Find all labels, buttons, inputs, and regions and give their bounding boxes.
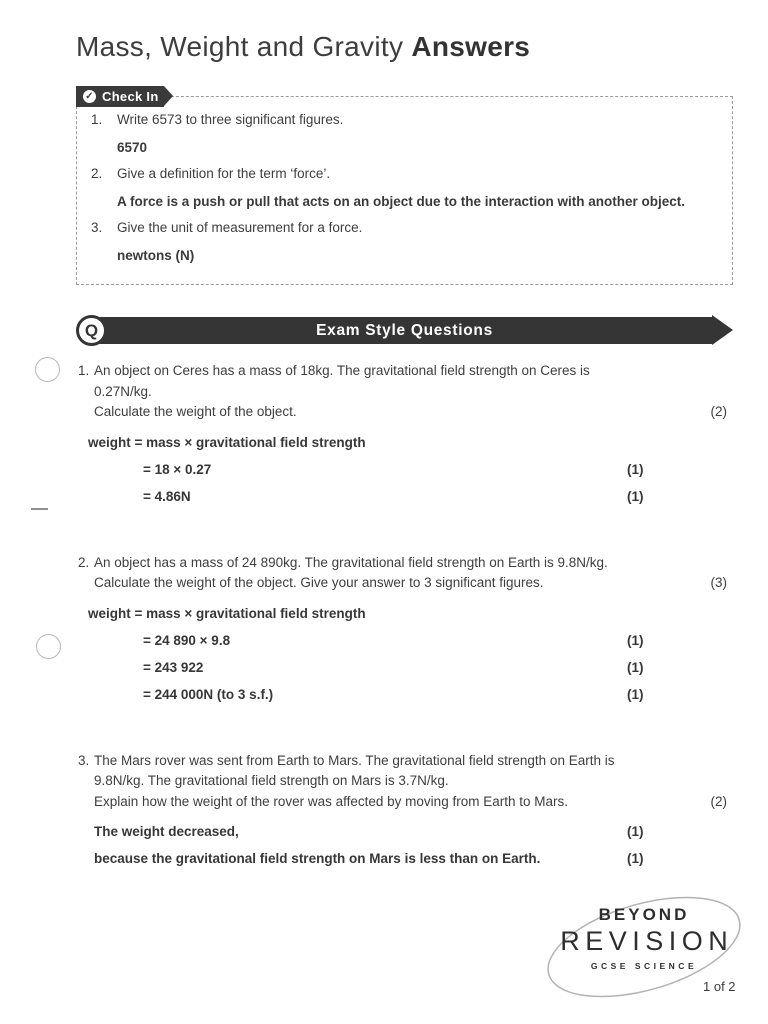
page-title [76,0,733,63]
logo-beyond-label: BEYOND [598,905,690,924]
marks-available: (2) [710,793,727,809]
answer-text: weight = mass × gravitational field strength [88,605,366,621]
answer-line [76,681,733,708]
answer-line [76,483,733,510]
check-in-badge-label: Check In [102,89,159,104]
logo-revision-label: REVISION [560,926,734,956]
check-in-badge [76,86,164,107]
check-in-item [91,218,716,266]
answer-working [76,600,733,708]
mark-awarded: (1) [627,851,644,866]
answer-line [76,600,733,627]
logo-gcse-science-label: GCSE SCIENCE [590,961,698,971]
answer-text: because the gravitational field strength on Mars is less than on Earth. [94,851,541,866]
check-in-box [76,96,733,285]
check-in-item [91,164,716,212]
answer-text: weight = mass × gravitational field strength [88,434,366,450]
mark-awarded: (1) [627,488,644,504]
question-prompt: Calculate the weight of the object. [94,404,297,419]
exam-question-2 [76,553,733,708]
logo-text [543,905,745,971]
question-prompt: Explain how the weight of the rover was affected by moving from Earth to Mars. [94,793,568,809]
question-number: 2. [91,166,103,181]
question-line: An object has a mass of 24 890kg. The gravitational field strength on Earth is 9.8N/kg. [94,554,608,570]
question-line: An object on Ceres has a mass of 18kg. The gravitational field strength on Ceres is [94,363,590,378]
mark-awarded: (1) [627,686,644,702]
question-number: 3. [91,220,103,235]
question-text: Give the unit of measurement for a force. [117,220,363,235]
question-line: 0.27N/kg. [94,383,152,399]
answer-line [76,845,733,872]
question-prompt: Calculate the weight of the object. Give your answer to 3 significant figures. [94,575,544,590]
margin-dash-mark [31,508,48,510]
question-body [76,361,733,423]
page-title-bold: Answers [411,31,531,62]
question-body [76,553,733,594]
answer-text: = 24 890 × 9.8 [143,632,231,648]
banner-label: Exam Style Questions [316,322,493,339]
question-number: 2. [78,554,90,570]
question-prompt-line [94,792,733,813]
question-text: Write 6573 to three significant figures. [117,112,344,127]
answer-text: The weight decreased, [94,824,239,839]
question-number: 3. [78,752,90,768]
check-in-section [76,86,733,285]
exam-question-1 [76,361,733,510]
page-number: 1 of 2 [703,979,736,994]
question-circle-icon: Q [76,315,107,346]
beyond-revision-logo [543,883,745,1015]
page-title-regular: Mass, Weight and Gravity [76,31,412,62]
answer-text: = 243 922 [143,659,204,675]
question-prompt-line [94,573,733,594]
question-text: Give a definition for the term ‘force’. [117,166,331,181]
exam-question-3 [76,751,733,873]
question-line: The Mars rover was sent from Earth to Mars. The gravitational field strength on Earth is [94,752,615,768]
check-icon: ✓ [83,90,96,103]
check-in-question [91,164,716,184]
answer-text: = 4.86N [143,488,191,504]
page-content [76,0,733,915]
marks-available: (3) [710,575,727,590]
question-line: 9.8N/kg. The gravitational field strength on Mars is 3.7N/kg. [94,773,449,788]
hole-punch-mark-top [35,357,60,382]
check-in-question [91,110,716,130]
answer-line [76,654,733,681]
banner-arrow-icon [712,315,733,345]
question-body [76,751,733,813]
answer-line [76,627,733,654]
mark-awarded: (1) [627,632,644,648]
answer-line [76,429,733,456]
question-number: 1. [91,112,103,127]
answer-working [76,429,733,510]
exam-style-questions-banner [76,315,733,346]
answer-text: = 244 000N (to 3 s.f.) [143,686,274,702]
question-number: 1. [78,363,90,378]
mark-awarded: (1) [627,461,644,477]
answer-line [76,456,733,483]
check-in-question [91,218,716,238]
answer-working [76,818,733,872]
check-in-item [91,110,716,158]
exam-questions [76,361,733,872]
marks-available: (2) [710,404,727,419]
mark-awarded: (1) [627,659,644,675]
hole-punch-mark-bottom [36,634,61,659]
mark-awarded: (1) [627,824,644,839]
answer-text: = 18 × 0.27 [143,461,212,477]
check-in-answer: 6570 [117,140,148,155]
answer-line [76,818,733,845]
check-in-answer: newtons (N) [117,248,195,263]
check-in-answer: A force is a push or pull that acts on an object due to the interaction with another object. [117,194,686,209]
question-prompt-line [94,402,733,423]
